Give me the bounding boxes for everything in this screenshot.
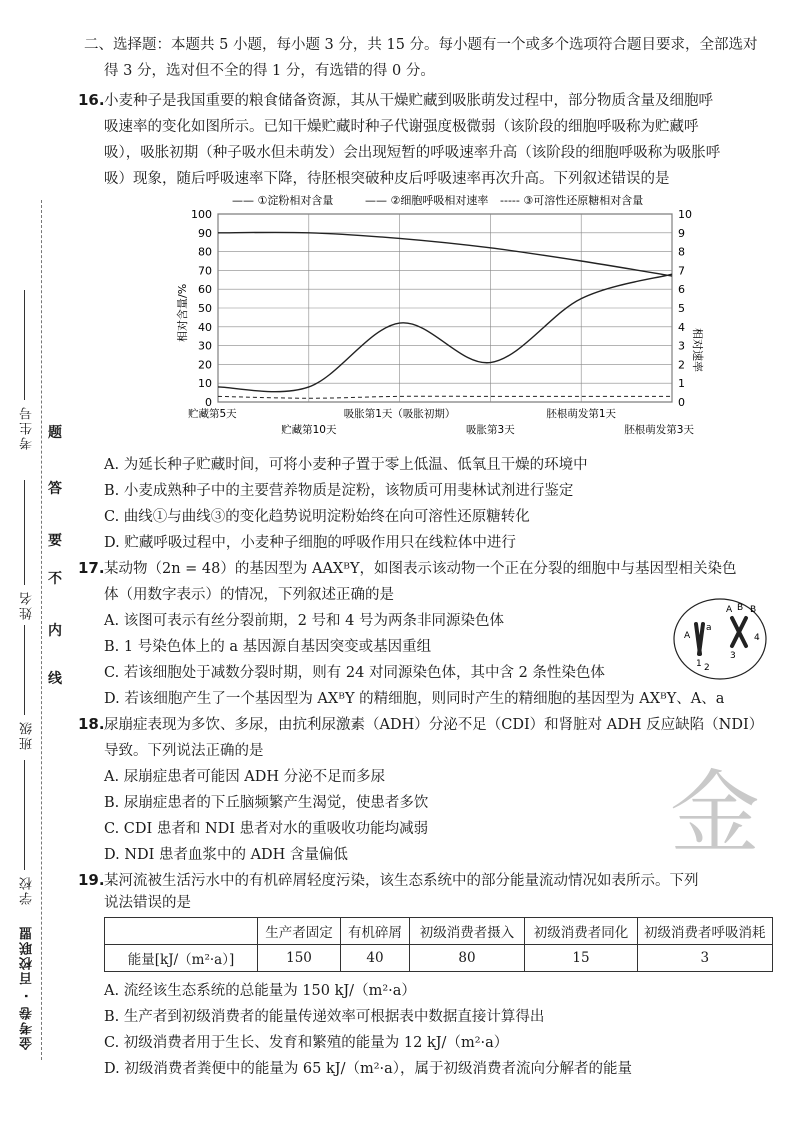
- x-tick-label: 胚根萌发第1天: [546, 408, 617, 420]
- q16-stem-line: 吸），吸胀初期（种子吸水但未萌发）会出现短暂的呼吸速率升高（该阶段的细胞呼吸称为吸胀呼: [104, 145, 721, 161]
- margin-school-blank: [24, 760, 25, 870]
- y-tick-label-left: 0: [205, 396, 212, 409]
- q16-option-d[interactable]: D. 贮藏呼吸过程中，小麦种子细胞的呼吸作用只在线粒体中进行: [104, 535, 516, 551]
- q17-stem-line: 体（用数字表示）的情况，下列叙述正确的是: [104, 587, 394, 603]
- q19-option-c[interactable]: C. 初级消费者用于生长、发育和繁殖的能量为 12 kJ/（m²·a）: [104, 1035, 509, 1051]
- y-tick-label-left: 80: [198, 245, 212, 259]
- question-number-16: 16.: [78, 91, 105, 109]
- q19-option-d[interactable]: D. 初级消费者粪便中的能量为 65 kJ/（m²·a），属于初级消费者流向分解者的能量: [104, 1061, 633, 1077]
- q16-option-c[interactable]: C. 曲线①与曲线③的变化趋势说明淀粉始终在向可溶性还原糖转化: [104, 509, 530, 525]
- q19-option-b[interactable]: B. 生产者到初级消费者的能量传递效率可根据表中数据直接计算得出: [104, 1009, 545, 1025]
- margin-exam-number-blank: [24, 290, 25, 400]
- q17-option-b[interactable]: B. 1 号染色体上的 a 基因源自基因突变或基因重组: [104, 639, 432, 655]
- y-tick-label-right: 2: [678, 358, 685, 372]
- chromosome-2: [699, 624, 703, 654]
- table-header-cell: 初级消费者同化: [525, 918, 638, 945]
- series-line-1: [218, 232, 672, 276]
- q18-option-c[interactable]: C. CDI 患者和 NDI 患者对水的重吸收功能均减弱: [104, 821, 429, 837]
- table-row-label: 能量[kJ/（m²·a）]: [105, 945, 258, 972]
- margin-name-label: 姓名: [20, 590, 35, 620]
- q16-stem-line: 小麦种子是我国重要的粮食储备资源，其从干燥贮藏到吸胀萌发过程中，部分物质含量及细胞呼: [104, 93, 713, 109]
- q16-option-b[interactable]: B. 小麦成熟种子中的主要营养物质是淀粉，该物质可用斐林试剂进行鉴定: [104, 483, 574, 499]
- q18-option-d[interactable]: D. NDI 患者血浆中的 ADH 含量偏低: [104, 847, 348, 863]
- question-number-19: 19.: [78, 871, 105, 889]
- table-header-row: [105, 918, 773, 945]
- q18-stem-line: 尿崩症表现为多饮、多尿，由抗利尿激素（ADH）分泌不足（CDI）和肾脏对 ADH 反应缺陷（NDI）: [104, 717, 764, 733]
- question-number-18: 18.: [78, 715, 105, 733]
- x-tick-label: 贮藏第5天: [188, 408, 237, 420]
- y-tick-label-right: 3: [678, 339, 685, 353]
- margin-name-blank: [24, 480, 25, 585]
- x-tick-label: 胚根萌发第3天: [624, 424, 694, 436]
- q18-option-b[interactable]: B. 尿崩症患者的下丘脑频繁产生渴觉，使患者多饮: [104, 795, 429, 811]
- table-header-cell: 初级消费者呼吸消耗: [638, 918, 773, 945]
- margin-warning-char: 不: [48, 571, 62, 587]
- x-tick-label: 吸胀第3天: [466, 424, 515, 436]
- gene-label: B: [737, 603, 744, 613]
- margin-class-label: 班级: [20, 720, 35, 750]
- y-tick-label-left: 20: [198, 358, 212, 372]
- margin-warning-char: 线: [48, 671, 62, 687]
- watermark-seal: 金: [670, 761, 760, 866]
- gene-label: B: [750, 605, 757, 615]
- q17-option-d[interactable]: D. 若该细胞产生了一个基因型为 AXᴮY 的精细胞，则同时产生的精细胞的基因型为 AXᴮY、A、a: [104, 691, 725, 707]
- table-header-cell: [105, 918, 258, 945]
- table-cell: 15: [525, 945, 638, 972]
- chromosome-number: 4: [754, 633, 760, 643]
- q17-option-c[interactable]: C. 若该细胞处于减数分裂时期，则有 24 对同源染色体，其中含 2 条性染色体: [104, 665, 605, 681]
- series-line-3: [218, 396, 672, 398]
- y-tick-label-left: 60: [198, 283, 212, 297]
- y-tick-label-left: 90: [198, 226, 212, 240]
- table-header-cell: 生产者固定: [258, 918, 341, 945]
- y-axis-label-left: 相对含量/%: [176, 283, 189, 342]
- q17-stem-line: 某动物（2n = 48）的基因型为 AAXᴮY，如图表示该动物一个正在分裂的细胞中与基因型相关染色: [104, 561, 737, 577]
- y-tick-label-right: 6: [678, 283, 685, 297]
- y-tick-label-left: 30: [198, 339, 212, 353]
- q19-option-a[interactable]: A. 流经该生态系统的总能量为 150 kJ/（m²·a）: [104, 983, 416, 999]
- y-axis-label-right: 相对速率: [691, 328, 704, 372]
- y-tick-label-right: 7: [678, 264, 685, 278]
- margin-warning-char: 要: [48, 533, 62, 549]
- q16-stem-line: 吸）现象，随后呼吸速率下降，待胚根突破种皮后呼吸速率再次升高。下列叙述错误的是: [104, 171, 670, 187]
- question-number-17: 17.: [78, 559, 105, 577]
- q17-cell-figure: [670, 596, 770, 682]
- q18-option-a[interactable]: A. 尿崩症患者可能因 ADH 分泌不足而多尿: [104, 769, 386, 785]
- chromosome-number: 1: [696, 659, 702, 669]
- chromosome-number: 3: [730, 651, 736, 661]
- margin-alliance-label: 金考卷 · 百校联盟: [20, 925, 35, 1050]
- table-cell: 80: [410, 945, 525, 972]
- y-tick-label-right: 0: [678, 396, 685, 409]
- y-tick-label-right: 9: [678, 226, 685, 240]
- legend-entry-respiration: —— ②细胞呼吸相对速率: [365, 194, 489, 207]
- y-tick-label-left: 100: [191, 208, 212, 221]
- margin-warning-char: 题: [48, 425, 62, 441]
- section-instruction-cont: 得 3 分，选对但不全的得 1 分，有选错的得 0 分。: [104, 63, 435, 79]
- q18-stem-line: 导致。下列说法正确的是: [104, 743, 264, 759]
- gene-label: A: [684, 631, 691, 641]
- margin-class-blank: [24, 625, 25, 715]
- y-tick-label-right: 4: [678, 320, 685, 334]
- chromosome-number: 2: [704, 663, 710, 673]
- y-tick-label-right: 10: [678, 208, 692, 221]
- q16-stem-line: 吸速率的变化如图所示。已知干燥贮藏时种子代谢强度极微弱（该阶段的细胞呼吸称为贮藏呼: [104, 119, 699, 135]
- x-tick-label: 贮藏第10天: [281, 424, 337, 436]
- y-tick-label-right: 5: [678, 302, 685, 315]
- legend-entry-starch: —— ①淀粉相对含量: [232, 194, 334, 207]
- series-line-2: [218, 274, 672, 392]
- x-tick-label: 吸胀第1天（吸胀初期）: [343, 408, 456, 420]
- legend-entry-sugar: ----- ③可溶性还原糖相对含量: [500, 194, 644, 207]
- margin-warning-char: 答: [48, 481, 62, 497]
- table-header-cell: 有机碎屑: [341, 918, 410, 945]
- section-instruction: 二、选择题：本题共 5 小题，每小题 3 分，共 15 分。每小题有一个或多个选项符合题目要求，全部选对: [84, 37, 758, 53]
- binding-dashed-line: [41, 200, 42, 1060]
- gene-label: A: [726, 605, 733, 615]
- q19-stem-line: 某河流被生活污水中的有机碎屑轻度污染，该生态系统中的部分能量流动情况如表所示。下列: [104, 873, 699, 889]
- y-tick-label-right: 1: [678, 377, 685, 391]
- table-cell: 3: [638, 945, 773, 972]
- table-cell: 150: [258, 945, 341, 972]
- margin-warning-char: 内: [48, 623, 62, 639]
- margin-exam-number-label: 考生号: [20, 405, 35, 450]
- q16-option-a[interactable]: A. 为延长种子贮藏时间，可将小麦种子置于零上低温、低氧且干燥的环境中: [104, 457, 588, 473]
- q17-option-a[interactable]: A. 该图可表示有丝分裂前期，2 号和 4 号为两条非同源染色体: [104, 613, 504, 629]
- gene-label: a: [706, 623, 712, 633]
- y-tick-label-left: 40: [198, 320, 212, 334]
- table-cell: 40: [341, 945, 410, 972]
- table-header-cell: 初级消费者摄入: [410, 918, 525, 945]
- q19-stem-line: 说法错误的是: [104, 895, 191, 911]
- y-tick-label-left: 70: [198, 264, 212, 278]
- q19-energy-table: [104, 917, 773, 972]
- table-row: [105, 945, 773, 972]
- q16-line-chart: [160, 190, 720, 445]
- y-tick-label-left: 50: [198, 302, 212, 315]
- margin-school-label: 学校: [20, 875, 35, 905]
- y-tick-label-right: 8: [678, 245, 685, 259]
- y-tick-label-left: 10: [198, 377, 212, 391]
